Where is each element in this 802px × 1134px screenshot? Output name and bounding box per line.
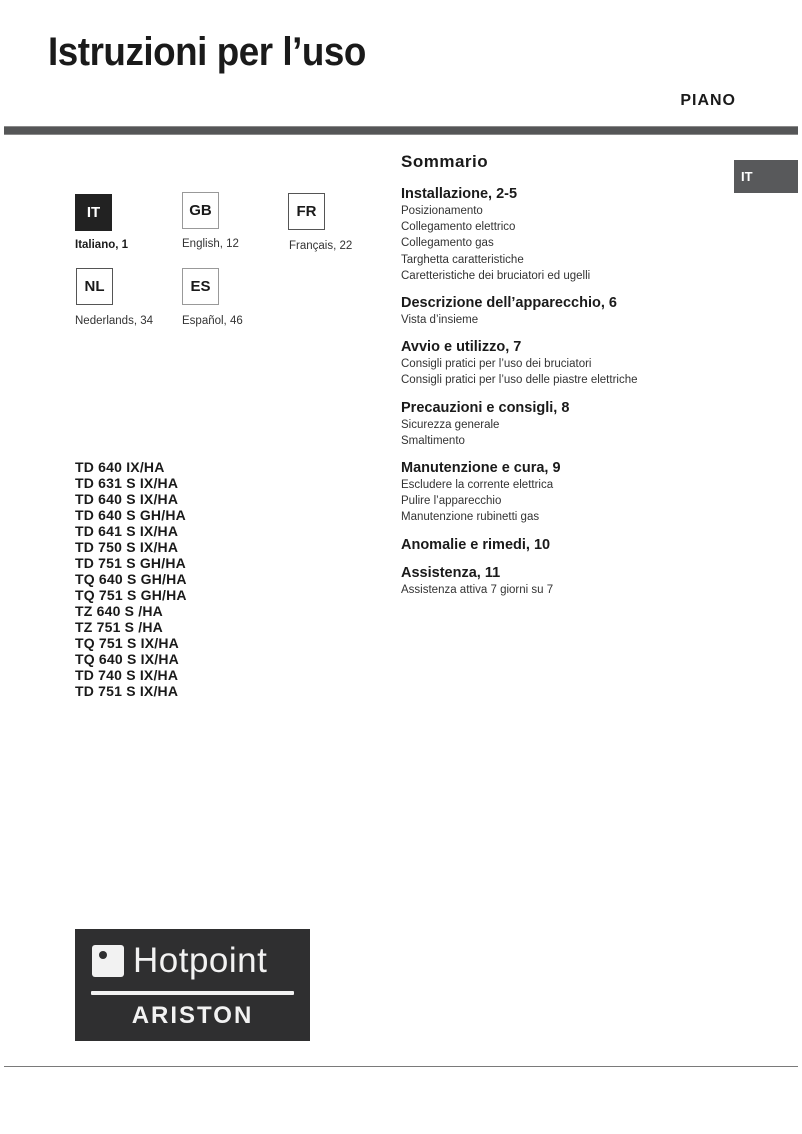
language-box-it[interactable]: IT	[75, 194, 112, 231]
language-label-fr[interactable]: Français, 22	[289, 240, 353, 252]
logo-top-row	[92, 943, 267, 979]
logo-divider	[91, 991, 294, 995]
model-item: TZ 640 S /HA	[75, 603, 163, 619]
model-item: TD 640 IX/HA	[75, 459, 165, 475]
toc-item[interactable]: Targhetta caratteristiche	[401, 253, 524, 266]
toc-section-precauzioni	[401, 399, 721, 449]
toc-item[interactable]: Collegamento gas	[401, 237, 494, 250]
language-label-nl[interactable]: Nederlands, 34	[75, 315, 153, 327]
toc-item[interactable]: Assistenza attiva 7 giorni su 7	[401, 583, 554, 596]
toc-section-manutenzione	[401, 459, 721, 526]
toc-item[interactable]: Escludere la corrente elettrica	[401, 479, 554, 492]
footer-divider	[4, 1066, 798, 1067]
language-box-fr[interactable]: FR	[288, 193, 325, 230]
toc-section-avvio	[401, 338, 721, 388]
toc-title: Sommario	[401, 152, 489, 171]
page-title: Istruzioni per l’uso	[48, 30, 366, 74]
toc-item[interactable]: Caretteristiche dei bruciatori ed ugelli	[401, 269, 591, 282]
toc-item[interactable]: Pulire l’apparecchio	[401, 495, 502, 508]
language-label-gb[interactable]: English, 12	[182, 238, 239, 250]
model-item: TQ 751 S GH/HA	[75, 587, 187, 603]
product-type: PIANO	[680, 92, 736, 109]
header-divider	[4, 126, 798, 135]
toc-item[interactable]: Collegamento elettrico	[401, 221, 516, 234]
toc-item[interactable]: Consigli pratici per l’uso delle piastre elettriche	[401, 374, 638, 387]
model-item: TD 740 S IX/HA	[75, 667, 179, 683]
toc-heading[interactable]: Installazione, 2-5	[401, 186, 518, 202]
toc-heading[interactable]: Avvio e utilizzo, 7	[401, 339, 522, 356]
toc-item[interactable]: Manutenzione rubinetti gas	[401, 511, 540, 524]
toc-item[interactable]: Posizionamento	[401, 205, 483, 217]
toc-section-installazione	[401, 185, 721, 284]
language-box-es[interactable]: ES	[182, 268, 219, 305]
language-box-gb[interactable]: GB	[182, 192, 219, 229]
model-item: TQ 640 S IX/HA	[75, 651, 179, 667]
toc-section-assistenza	[401, 564, 721, 598]
toc-heading[interactable]: Manutenzione e cura, 9	[401, 460, 561, 477]
language-box-nl[interactable]: NL	[76, 268, 113, 305]
toc-item[interactable]: Smaltimento	[401, 434, 465, 447]
logo-mark-icon	[92, 945, 124, 977]
toc-section-anomalie	[401, 536, 721, 554]
toc-item[interactable]: Consigli pratici per l’uso dei bruciatori	[401, 358, 592, 371]
language-label-es[interactable]: Español, 46	[182, 315, 243, 327]
language-tab: IT	[734, 160, 798, 193]
toc-heading[interactable]: Assistenza, 11	[401, 564, 501, 581]
toc-item[interactable]: Vista d’insieme	[401, 314, 479, 327]
model-item: TD 751 S IX/HA	[75, 683, 179, 699]
toc-heading[interactable]: Descrizione dell’apparecchio, 6	[401, 295, 617, 312]
language-label-it[interactable]: Italiano, 1	[75, 239, 129, 251]
toc-heading[interactable]: Precauzioni e consigli, 8	[401, 399, 570, 416]
model-item: TD 631 S IX/HA	[75, 475, 179, 491]
toc-heading[interactable]: Anomalie e rimedi, 10	[401, 536, 551, 553]
logo-sub-text: ARISTON	[131, 1002, 254, 1029]
toc-item[interactable]: Sicurezza generale	[401, 418, 500, 431]
model-item: TD 750 S IX/HA	[75, 539, 179, 555]
brand-logo	[75, 929, 310, 1041]
model-item: TD 751 S GH/HA	[75, 555, 186, 571]
model-item: TD 640 S IX/HA	[75, 491, 179, 507]
model-item: TD 641 S IX/HA	[75, 523, 179, 539]
model-item: TQ 640 S GH/HA	[75, 571, 187, 587]
toc-section-descrizione	[401, 294, 721, 328]
model-item: TD 640 S GH/HA	[75, 507, 186, 523]
table-of-contents	[401, 152, 721, 608]
logo-brand-text: Hotpoint	[133, 941, 268, 980]
model-item: TQ 751 S IX/HA	[75, 635, 179, 651]
model-list	[75, 459, 187, 699]
model-item: TZ 751 S /HA	[75, 619, 163, 635]
